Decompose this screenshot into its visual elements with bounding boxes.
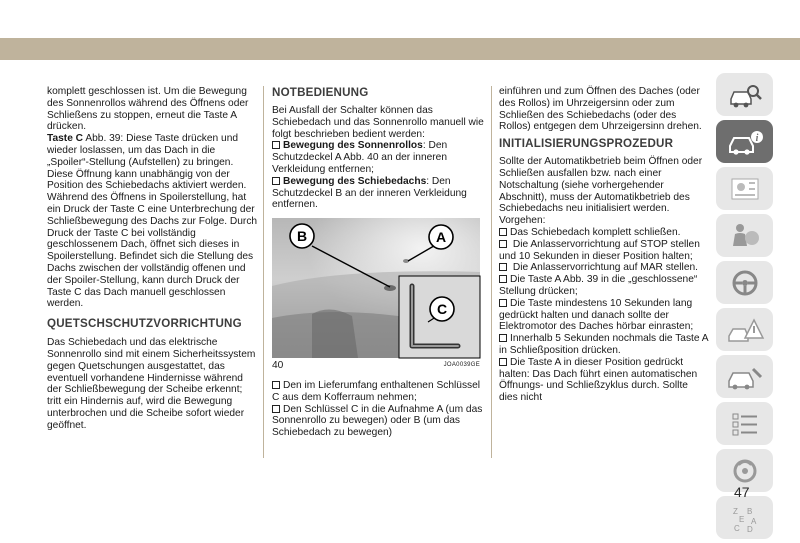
step-text: Die Anlasservorrichtung auf MAR stellen. [510,262,698,274]
paragraph: Bei Ausfall der Schalter können das Schiebedach und das Sonnenrollo manuell wie folgt beschrieben bedient werden: [272,105,484,140]
svg-text:A: A [435,229,447,246]
procedure-step [499,357,709,404]
item-text: : Den Schutzdeckel B an der inneren Verkleidung entfernen. [272,175,467,211]
callout-b [290,224,314,248]
procedure-step [499,227,709,239]
list-item [272,176,488,211]
svg-text:C: C [436,301,448,318]
callout-a [429,225,453,249]
step-text: Das Schiebedach komplett schließen. [510,226,681,238]
figure-code: JOA0039GE [443,362,480,369]
checkbox-icon [272,405,280,413]
chapter-tab-warning-light[interactable] [716,167,773,210]
header-band [0,38,800,60]
section-heading: INITIALISIERUNGSPROZEDUR [499,137,674,151]
svg-text:i: i [755,132,758,144]
svg-text:D: D [746,524,753,534]
paragraph-text: Abb. 39: Diese Taste drücken und wieder loslassen, um das Dach in die „Spoiler“-Stellung (Aufstellen) zu bringen. Diese Öffnung kann unabhängig von der Position des Schiebedachs aktiviert werden. Während des Öffnens in Spoilerstellung, hat ein Druck der Taste C eine Unterbrechung der Schließbewegung des Dachs zur Folge. Durch Druck der Taste C bei vollständig geschlossenem Dach, öffnet sich dieses in Spoilerstellung. Befindet sich die Stellung des Dachs zwischen der vollständig offenen und der Spoiler-Stellung, kann durch Druck der Taste C das Dach manuell geschlossen werden. [47,133,258,310]
item-label: Bewegung des Schiebedachs [283,175,427,187]
paragraph: Das Schiebedach und das elektrische Sonnenrollo sind mit einem Sicherheitssystem gegen Quetschungen ausgestattet, das eventuell vorhandene Hindernisse während der Schließbewegung der Scheibe erkennt; tritt ein Hindernis auf, wird die Bewegung unterbrochen und die Scheibe sofort wieder geöffnet. [47,337,256,431]
procedure-steps [499,227,709,404]
list-item [272,404,488,439]
item-text: Den Schlüssel C in die Aufnahme A (um das Sonnenrollo zu bewegen) oder B (um das Schiebedach zu bewegen) [272,403,483,439]
column-3 [499,86,709,404]
car-warning-icon [725,314,765,346]
column-1 [47,86,259,432]
checkbox-icon [499,334,507,342]
procedure-step [499,274,709,298]
column-2 [272,86,488,439]
procedure-step [499,262,709,274]
item-text: Den im Lieferumfang enthaltenen Schlüssel C aus dem Kofferraum nehmen; [272,379,481,403]
chapter-tab-car-warning[interactable] [716,308,773,351]
checkbox-icon [272,381,280,389]
svg-text:A: A [750,516,756,526]
chapter-tab-steering-wheel[interactable] [716,261,773,304]
svg-text:B: B [296,228,308,245]
checkbox-icon [499,275,507,283]
car-info-icon [725,126,765,158]
list-item [272,380,488,404]
callout-c [430,297,454,321]
checkbox-icon [499,358,507,366]
paragraph: komplett geschlossen ist. Um die Bewegung des Sonnenrollos während des Öffnens oder Schließens zu stoppen, erneut die Taste A drücken. [47,86,249,133]
paragraph [47,133,259,310]
svg-text:Z: Z [732,506,738,516]
checkbox-icon [499,263,507,271]
specifications-list-icon [725,408,765,440]
car-wrench-icon [725,361,765,393]
steering-wheel-icon [725,267,765,299]
chapter-tab-alphabet-index[interactable] [716,496,773,539]
svg-text:B: B [746,506,752,516]
multimedia-icon [725,455,765,487]
inline-label: Taste C [47,133,84,145]
chapter-tab-car-info[interactable] [716,120,773,163]
item-label: Bewegung des Sonnenrollos [283,140,423,152]
section-heading: NOTBEDIENUNG [272,86,369,99]
checkbox-icon [272,177,280,185]
figure-number: 40 [272,360,284,372]
checkbox-icon [499,240,507,248]
car-magnifier-icon [725,79,765,111]
checkbox-icon [499,228,507,236]
step-text: Innerhalb 5 Sekunden nochmals die Taste A in Schließposition drücken. [499,333,709,356]
chapter-tab-airbag-person[interactable] [716,214,773,257]
svg-text:C: C [733,523,740,533]
airbag-person-icon [725,220,765,252]
column-divider [491,86,492,458]
page-number: 47 [734,484,750,500]
item-text: : Den Schutzdeckel A Abb. 40 an der inneren Verkleidung entfernen; [272,140,448,175]
svg-text:E: E [738,514,744,524]
chapter-tabs [716,73,773,543]
paragraph: Sollte der Automatikbetrieb beim Öffnen oder Schließen ausfallen bzw. nach einer Notschaltung (siehe vorhergehender Abschnitt), muss der Automatikbetrieb des Schiebedachs neu initialisiert werden. [499,156,703,215]
figure-caption [272,360,480,372]
list-item [272,140,488,175]
procedure-step [499,239,709,263]
checkbox-icon [499,299,507,307]
paragraph: einführen und zum Öffnen des Daches (oder des Rollos) im Uhrzeigersinn oder zum Schließen des Schiebedachs (oder des Rollos) entgegen dem Uhrzeigersinn drehen. [499,86,702,133]
step-text: Die Taste A Abb. 39 in die „geschlossene“ Stellung drücken; [499,274,698,297]
section-heading: QUETSCHSCHUTZVORRICHTUNG [47,317,242,331]
alphabet-index-icon [725,502,765,534]
procedure-step [499,333,709,357]
step-text: Die Taste A in dieser Position gedrückt halten: Das Dach führt einen automatischen Öffnungs- und Schließzyklus durch. Sollte dies nicht [499,356,698,404]
chapter-tab-car-magnifier[interactable] [716,73,773,116]
procedure-step [499,298,709,333]
warning-light-icon [725,173,765,205]
headliner-photo [272,218,480,358]
checkbox-icon [272,141,280,149]
paragraph: Vorgehen: [499,215,546,227]
chapter-tab-specifications-list[interactable] [716,402,773,445]
chapter-tab-car-wrench[interactable] [716,355,773,398]
step-text: Die Anlasservorrichtung auf STOP stellen und 10 Sekunden in dieser Position halten; [499,238,700,262]
roof-emergency-figure [272,218,480,358]
step-text: Die Taste mindestens 10 Sekunden lang gedrückt halten und danach sollte der Elektromotor des Daches hörbar einrasten; [499,297,694,333]
column-divider [263,86,264,458]
